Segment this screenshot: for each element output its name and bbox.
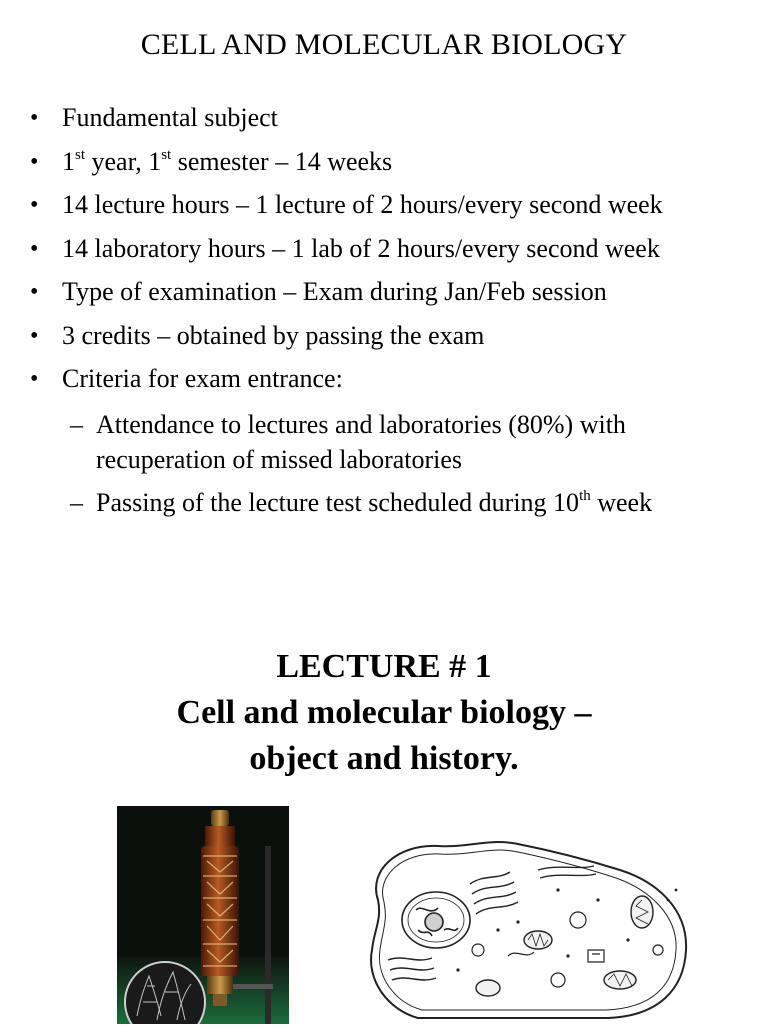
bullet-text: week <box>590 487 653 517</box>
bullet-item: • 14 laboratory hours – 1 lab of 2 hours/every second week <box>30 233 760 265</box>
sub-bullet-item: – Attendance to lectures and laboratories (80%) with recuperation of missed laboratories <box>30 407 760 477</box>
superscript: st <box>161 146 172 163</box>
superscript: st <box>75 146 86 163</box>
superscript: th <box>579 487 591 504</box>
lecture-number: LECTURE # 1 <box>276 648 492 685</box>
microscope-icon <box>117 806 289 1024</box>
bullet-text: 1 <box>62 146 75 176</box>
lecture-heading <box>0 644 768 782</box>
lecture-title-line: object and history. <box>249 740 519 777</box>
bullet-item <box>30 146 760 178</box>
lecture-title-line: Cell and molecular biology – <box>176 694 592 731</box>
sub-bullet-item <box>30 485 760 520</box>
bullet-item: • 3 credits – obtained by passing the exam <box>30 320 760 352</box>
bullet-list <box>30 102 760 528</box>
bullet-item: • Fundamental subject <box>30 102 760 134</box>
cell-illustration-icon <box>358 830 703 1024</box>
bullet-item: • Criteria for exam entrance: <box>30 363 760 395</box>
bullet-item: • 14 lecture hours – 1 lecture of 2 hours/every second week <box>30 189 760 221</box>
bullet-text: semester – 14 weeks <box>171 146 393 176</box>
slide-title: CELL AND MOLECULAR BIOLOGY <box>140 28 628 61</box>
bullet-text: Passing of the lecture test scheduled during 10 <box>96 487 580 517</box>
bullet-item: • Type of examination – Exam during Jan/Feb session <box>30 276 760 308</box>
bullet-text: year, 1 <box>85 146 162 176</box>
microscope-image <box>117 806 289 1024</box>
cell-diagram-image <box>358 830 703 1024</box>
